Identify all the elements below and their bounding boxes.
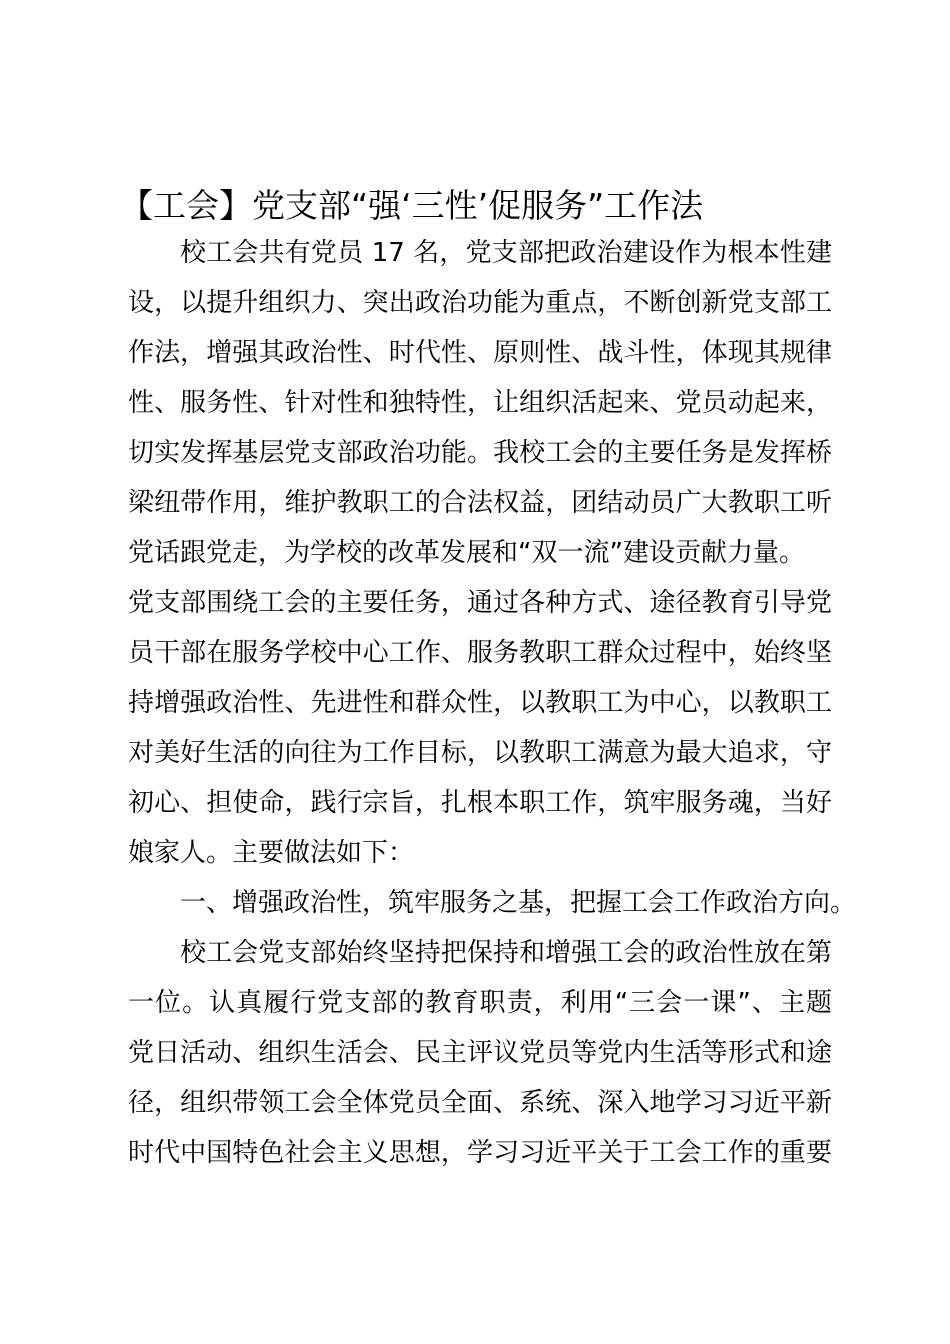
body-line: 党支部围绕工会的主要任务，通过各种方式、途径教育引导党 <box>128 588 832 618</box>
body-line: 党日活动、组织生活会、民主评议党员等党内生活等形式和途 <box>128 1038 832 1068</box>
body-line: 作法，增强其政治性、时代性、原则性、战斗性，体现其规律 <box>128 338 832 368</box>
body-line: 梁纽带作用，维护教职工的合法权益，团结动员广大教职工听 <box>128 488 832 518</box>
body-line: 性、服务性、针对性和独特性，让组织活起来、党员动起来， <box>128 388 832 418</box>
body-line: 校工会党支部始终坚持把保持和增强工会的政治性放在第 <box>180 938 832 968</box>
body-line: 对美好生活的向往为工作目标，以教职工满意为最大追求，守 <box>128 738 832 768</box>
body-line: 设，以提升组织力、突出政治功能为重点，不断创新党支部工 <box>128 288 832 318</box>
body-line: 党话跟党走，为学校的改革发展和“双一流”建设贡献力量。 <box>128 538 805 568</box>
body-line: 持增强政治性、先进性和群众性，以教职工为中心，以教职工 <box>128 688 832 718</box>
body-line: 时代中国特色社会主义思想，学习习近平关于工会工作的重要 <box>128 1138 832 1168</box>
section-heading: 一、增强政治性，筑牢服务之基，把握工会工作政治方向。 <box>180 888 857 918</box>
body-line: 径，组织带领工会全体党员全面、系统、深入地学习习近平新 <box>128 1088 832 1118</box>
body-line: 切实发挥基层党支部政治功能。我校工会的主要任务是发挥桥 <box>128 438 832 468</box>
document-title: 【工会】党支部“强‘三性’促服务”工作法 <box>120 186 704 225</box>
body-line: 员干部在服务学校中心工作、服务教职工群众过程中，始终坚 <box>128 638 832 668</box>
body-line: 一位。认真履行党支部的教育职责，利用“三会一课”、主题 <box>128 988 832 1018</box>
body-line: 娘家人。主要做法如下： <box>128 838 415 868</box>
body-line: 初心、担使命，践行宗旨，扎根本职工作，筑牢服务魂，当好 <box>128 788 832 818</box>
body-line: 校工会共有党员 17 名，党支部把政治建设作为根本性建 <box>180 238 832 268</box>
